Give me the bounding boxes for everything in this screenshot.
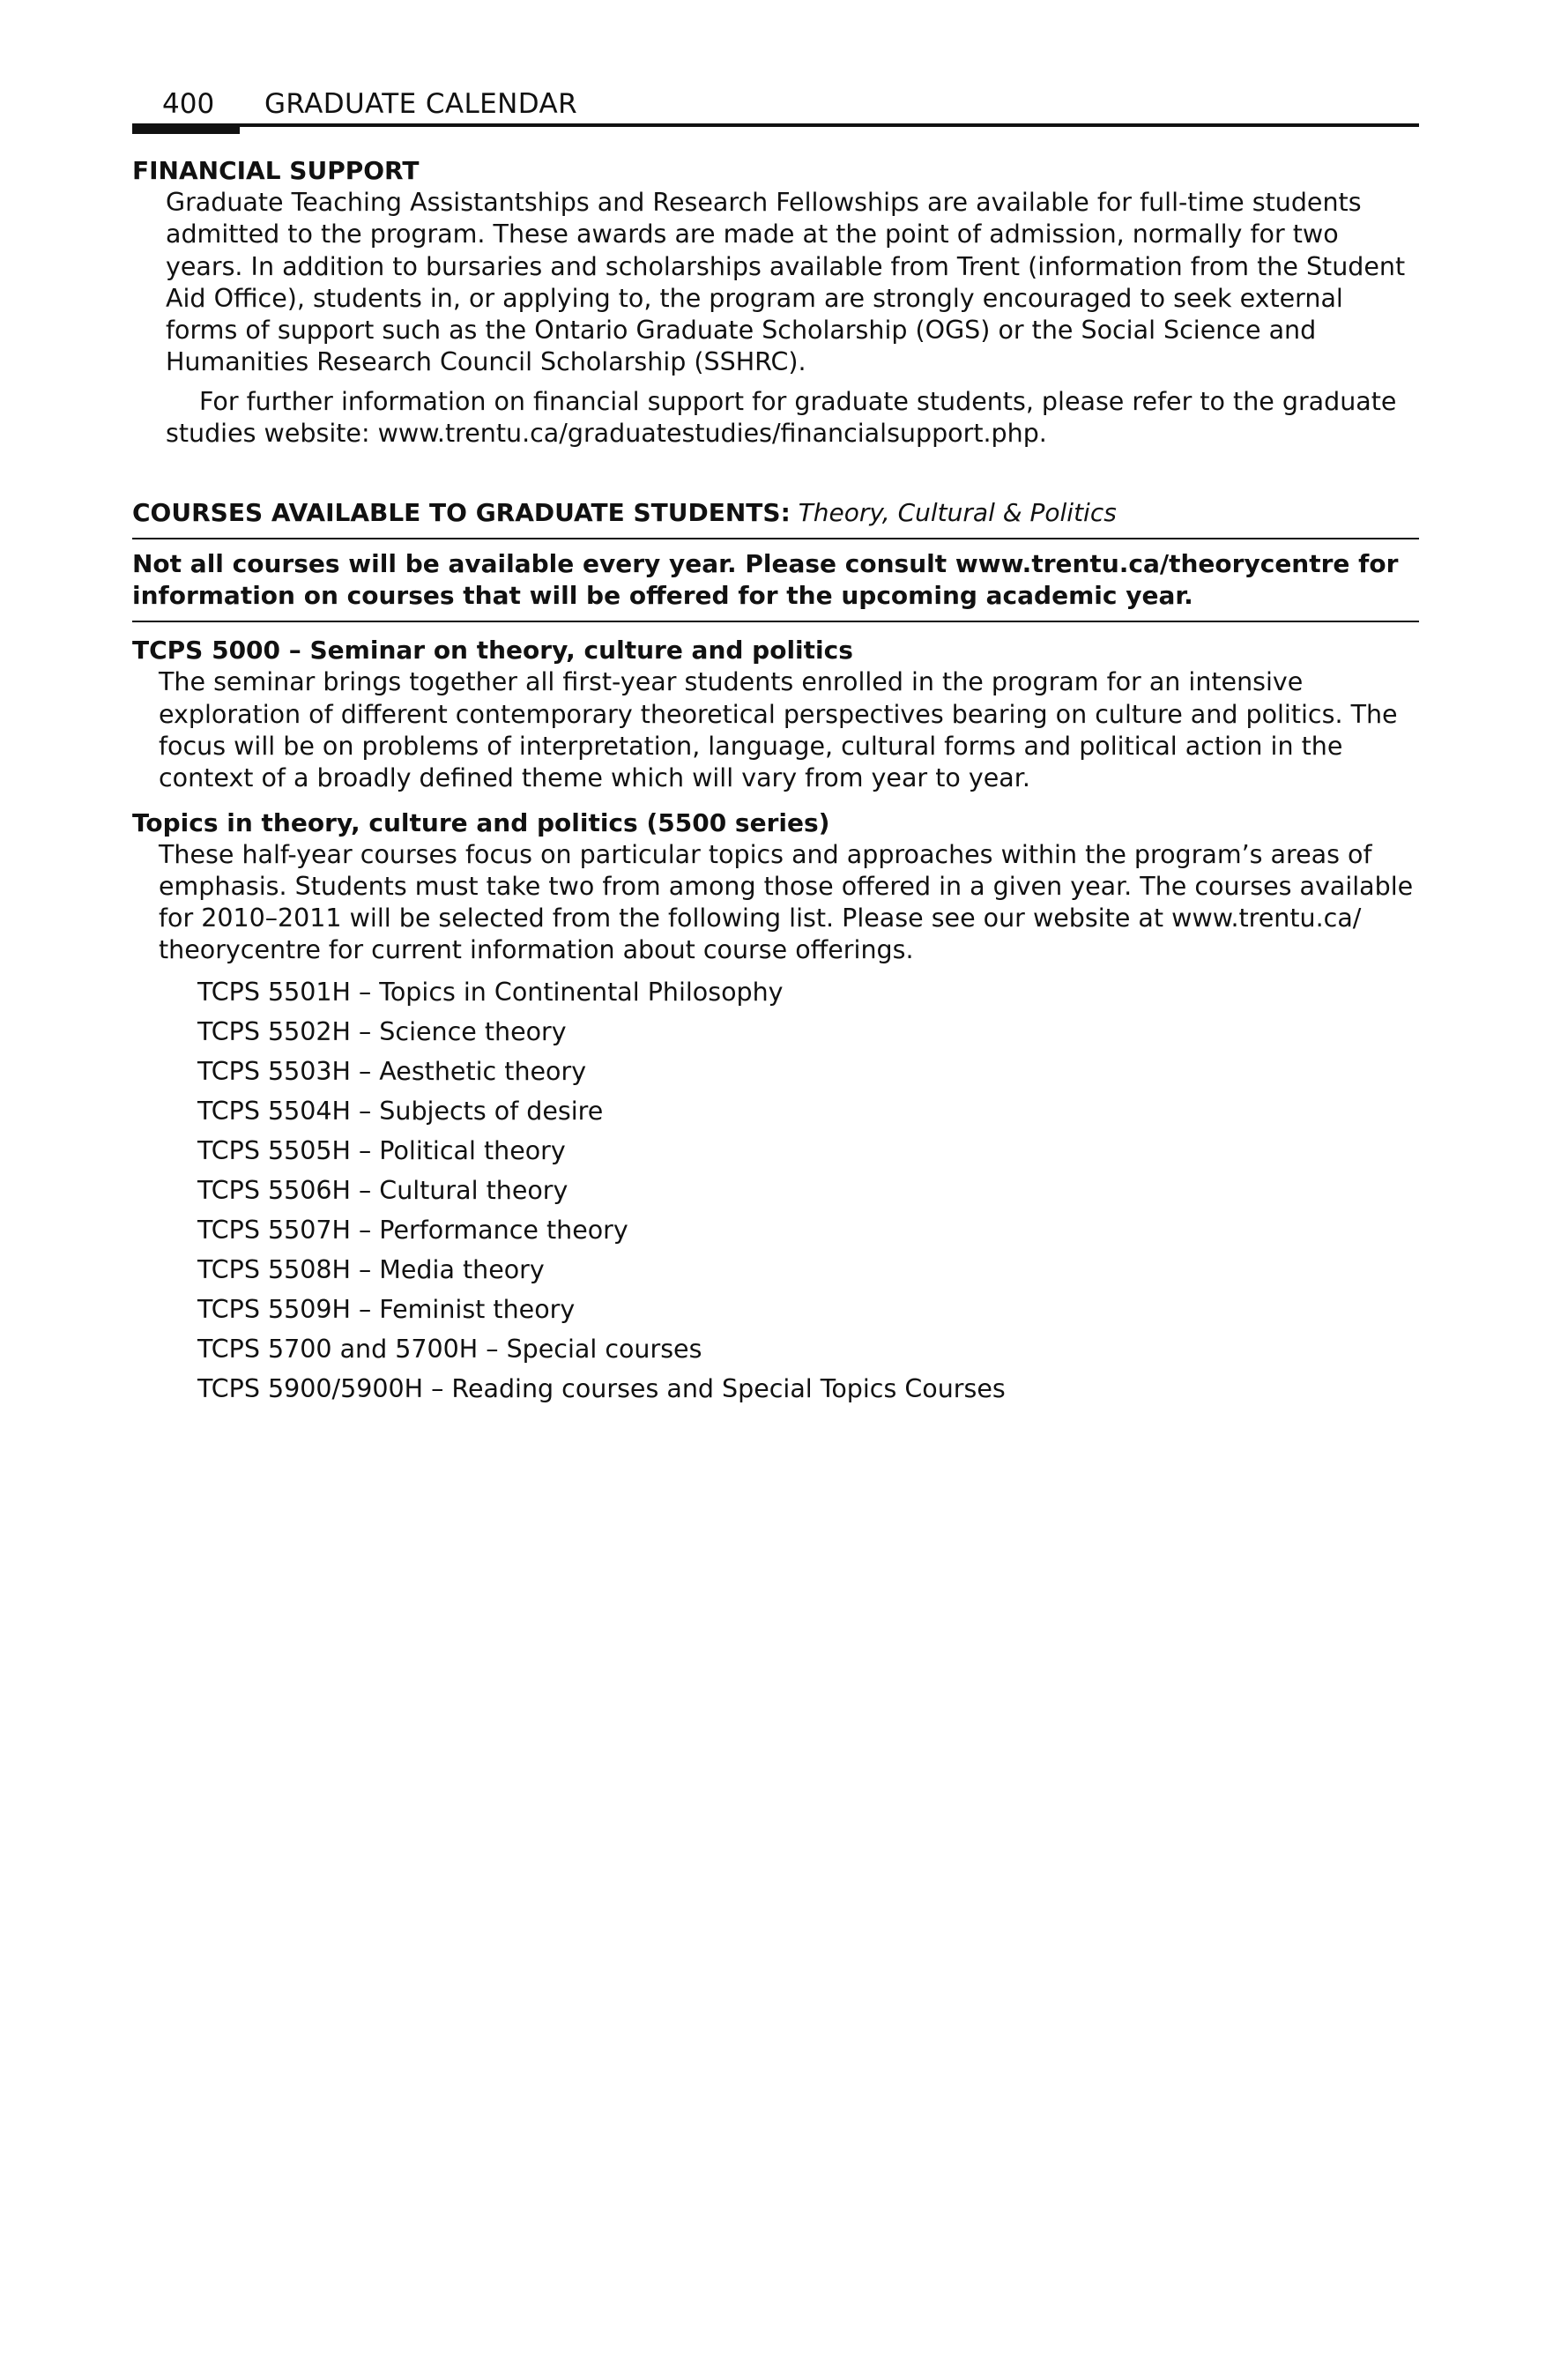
course-list-item: TCPS 5508H – Media theory — [197, 1254, 545, 1284]
course-list-item: TCPS 5502H – Science theory — [197, 1016, 567, 1046]
course-list-item: TCPS 5900/5900H – Reading courses and Special Topics Courses — [197, 1373, 1006, 1403]
document-page — [132, 79, 1419, 1409]
page-header — [132, 79, 1419, 134]
page-number: 400 — [162, 88, 215, 120]
course-list-item: TCPS 5509H – Feminist theory — [197, 1294, 576, 1324]
header-tab-bar — [132, 123, 240, 134]
courses-heading — [132, 497, 1419, 529]
course-list — [132, 972, 1419, 1409]
course-title: TCPS 5000 – Seminar on theory, culture and politics — [132, 636, 853, 666]
course-list-item: TCPS 5501H – Topics in Continental Philosophy — [197, 977, 784, 1007]
course-list-item: TCPS 5506H – Cultural theory — [197, 1175, 568, 1205]
courses-section — [132, 497, 1419, 1408]
course-title: Topics in theory, culture and politics (5500 series) — [132, 807, 830, 837]
course-list-item: TCPS 5505H – Political theory — [197, 1135, 566, 1165]
course-description: The seminar brings together all first-year students enrolled in the program for an intensive exploration of different contemporary theoretical perspectives bearing on culture and politics. The focus will be on problems of interpretation, language, cultural forms and political action in the context of a broadly defined theme which will vary from year to year. — [159, 667, 1398, 793]
header-rule — [132, 123, 1419, 127]
divider — [132, 621, 1419, 622]
course-list-item: TCPS 5700 and 5700H – Special courses — [197, 1334, 702, 1364]
financial-support-heading: FINANCIAL SUPPORT — [132, 156, 420, 185]
courses-heading-subtitle: Theory, Cultural & Politics — [798, 498, 1117, 528]
course-description: These half-year courses focus on particular topics and approaches within the program’s areas of emphasis. Students must take two from among those offered in a given year. The courses available for 2010–2011 will be selected from the following list. Please see our website at www.trentu.ca/ theorycentre for current information about course offerings. — [159, 839, 1414, 965]
running-title: GRADUATE CALENDAR — [264, 88, 578, 120]
financial-support-paragraph: Graduate Teaching Assistantships and Research Fellowships are available for full-time students admitted to the program. These awards are made at the point of admission, normally for two years. In addition to bursaries and scholarships available from Trent (information from the Student Aid Office), students in, or applying to, the program are strongly encouraged to seek external forms of support such as the Ontario Graduate Scholarship (OGS) or the Social Science and Humanities Research Council Scholarship (SSHRC). — [166, 188, 1406, 377]
financial-support-paragraph: For further information on financial support for graduate students, please refer to the graduate studies website: www.trentu.ca/graduatestudies/financialsupport.php. — [166, 386, 1397, 449]
course-list-item: TCPS 5504H – Subjects of desire — [197, 1096, 604, 1126]
courses-heading-label: COURSES AVAILABLE TO GRADUATE STUDENTS: — [132, 498, 791, 528]
divider — [132, 538, 1419, 539]
course-list-item: TCPS 5507H – Performance theory — [197, 1215, 628, 1245]
financial-support-section — [132, 155, 1419, 450]
availability-notice: Not all courses will be available every year. Please consult www.trentu.ca/theorycentre for information on courses that will be offered for the upcoming academic year. — [132, 549, 1399, 611]
course-list-item: TCPS 5503H – Aesthetic theory — [197, 1056, 587, 1086]
